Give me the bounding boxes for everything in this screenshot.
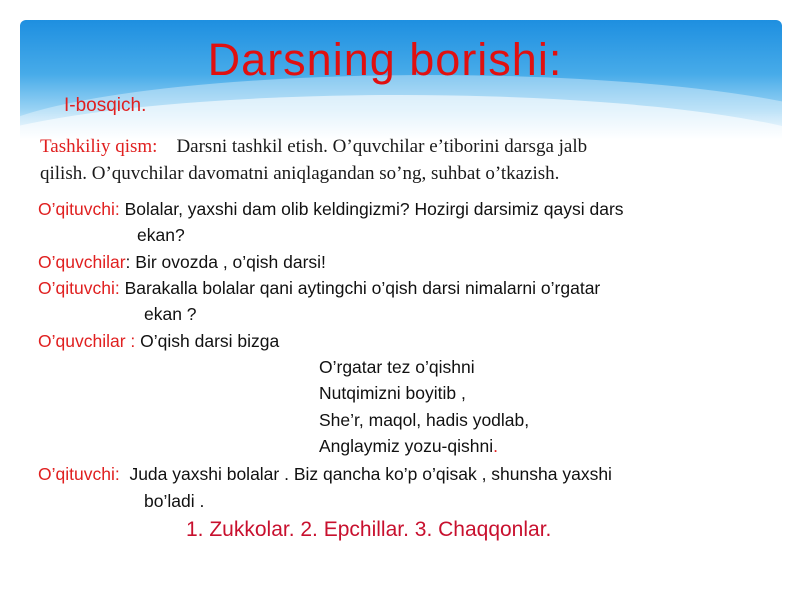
dialogue-text: O’qish darsi bizga [140, 331, 280, 351]
poem-end-mark: . [493, 436, 498, 456]
dialogue-text: Bolalar, yaxshi dam olib keldingizmi? Hozirgi darsimiz qaysi dars [124, 199, 624, 219]
poem-line: She’r, maqol, hadis yodlab, [319, 410, 530, 430]
dialogue-line [38, 252, 326, 273]
speaker-label: O’qituvchi: [38, 464, 120, 484]
poem-line: Nutqimizni boyitib , [319, 383, 466, 403]
groups-line: 1. Zukkolar. 2. Epchillar. 3. Chaqqonlar. [186, 518, 552, 541]
intro-label: Tashkiliy qism: [40, 136, 158, 157]
slide-title: Darsning borishi: [207, 34, 563, 85]
dialogue-line: ekan ? [144, 304, 197, 324]
dialogue-line: ekan? [137, 225, 185, 245]
dialogue-line [38, 331, 279, 352]
poem-text: Anglaymiz yozu-qishni [319, 436, 494, 456]
closing-line-1 [38, 464, 612, 485]
dialogue-line [38, 278, 600, 299]
speaker-label: O’quvchilar [38, 252, 126, 272]
poem-line: O’rgatar tez o’qishni [319, 357, 475, 377]
closing-text: Juda yaxshi bolalar . Biz qancha ko’p o’qisak , shunsha yaxshi [129, 464, 612, 484]
stage-heading: I-bosqich. [64, 95, 147, 116]
speaker-label: O’qituvchi: [38, 199, 120, 219]
dialogue-text: Barakalla bolalar qani aytingchi o’qish darsi nimalarni o’rgatar [124, 278, 601, 298]
speaker-label: O’qituvchi: [38, 278, 120, 298]
intro-line-1 [40, 136, 587, 158]
speaker-label: O’quvchilar : [38, 331, 136, 351]
intro-line-2: qilish. O’quvchilar davomatni aniqlagandan so’ng, suhbat o’tkazish. [40, 163, 560, 184]
poem-line [319, 436, 498, 457]
dialogue-text: : Bir ovozda , o’qish darsi! [125, 252, 326, 272]
dialogue-line [38, 199, 624, 220]
intro-text: Darsni tashkil etish. O’quvchilar e’tiborini darsga jalb [176, 136, 588, 157]
closing-line-2: bo’ladi . [144, 491, 205, 511]
